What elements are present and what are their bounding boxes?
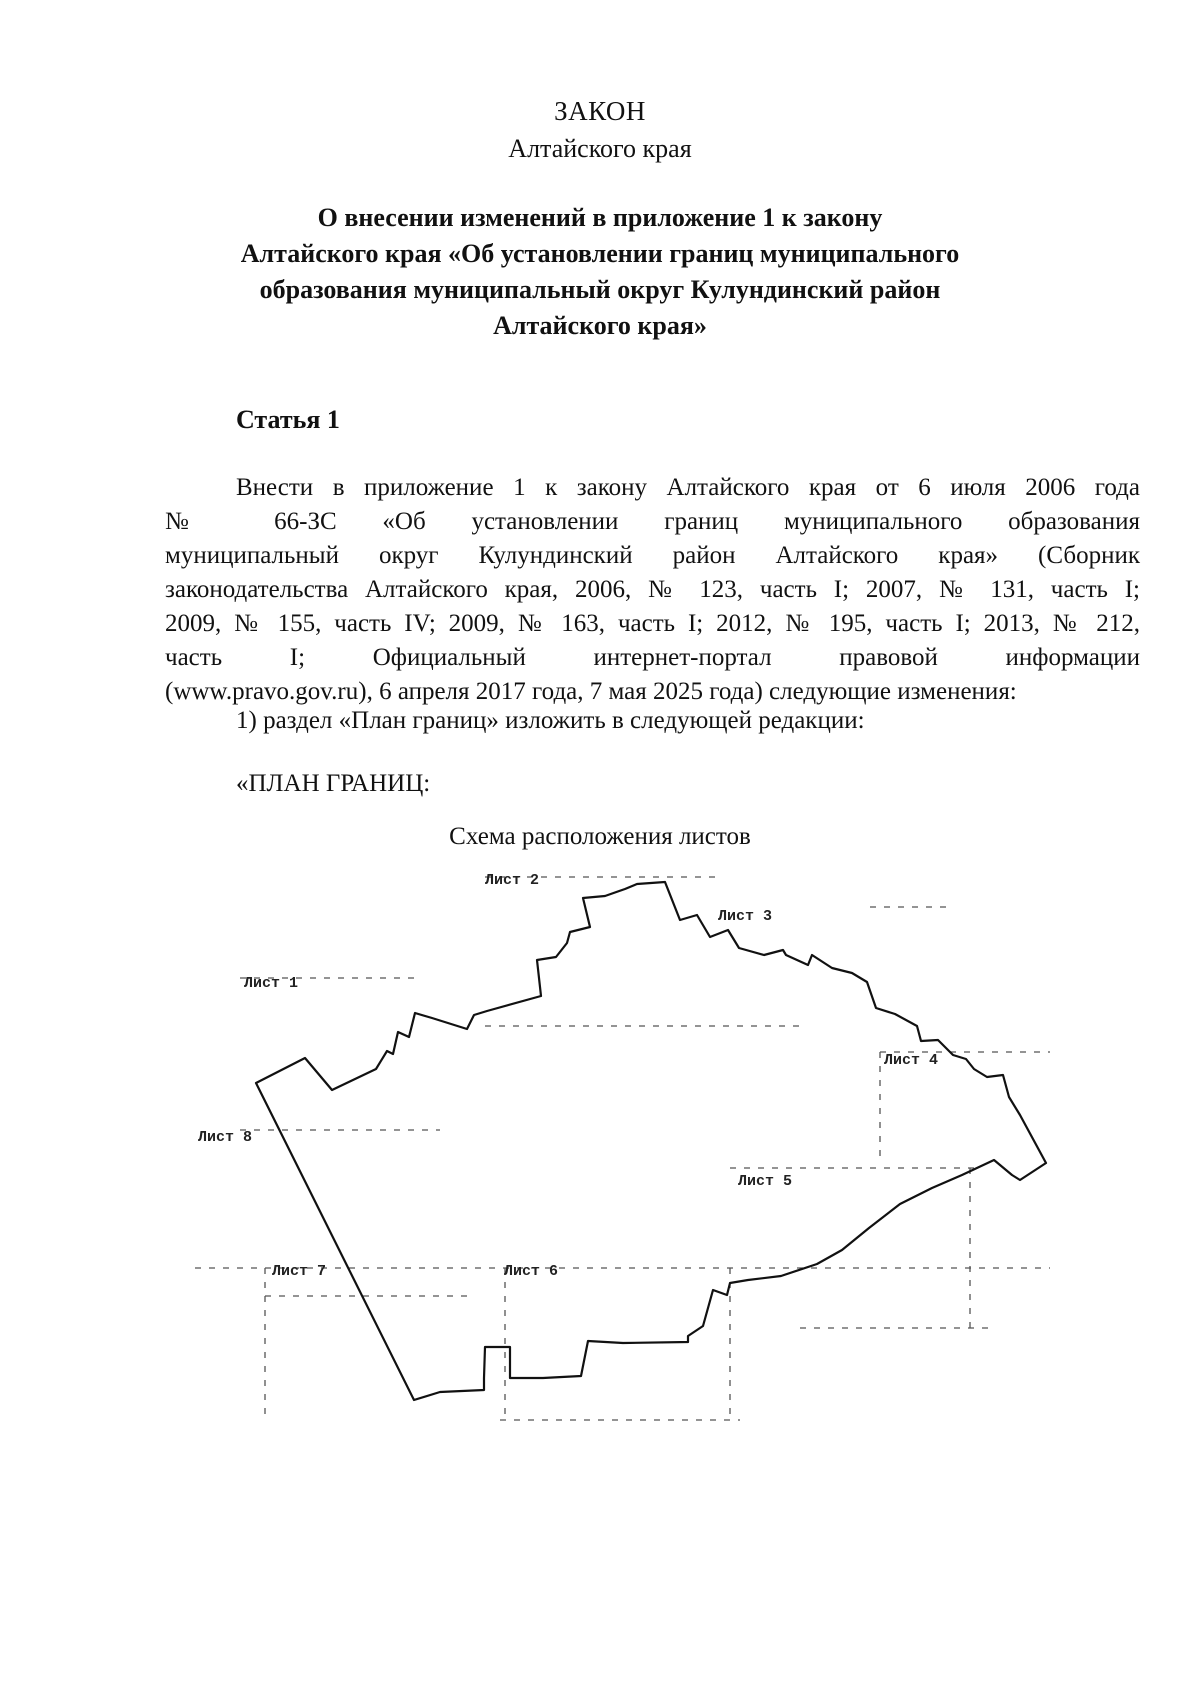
article-heading: Статья 1 [236, 405, 340, 434]
paragraph-line: Внести в приложение 1 к закону Алтайского края от 6 июля 2006 года [236, 474, 1140, 501]
law-subject-line: образования муниципальный округ Кулундинский район [259, 275, 941, 304]
sheet-label: Лист 5 [738, 1173, 793, 1190]
law-subject-line: О внесении изменений в приложение 1 к закону [317, 203, 883, 232]
amendment-item-1: 1) раздел «План границ» изложить в следующей редакции: [236, 707, 865, 734]
paragraph-line: 2009, № 155, часть IV; 2009, № 163, часть I; 2012, № 195, часть I; 2013, № 212, [165, 610, 1140, 637]
paragraph-line: муниципальный округ Кулундинский район Алтайского края» (Сборник [165, 542, 1140, 569]
paragraph-line: № 66-ЗС «Об установлении границ муниципального образования [165, 508, 1140, 535]
paragraph-line: часть I; Официальный интернет-портал правовой информации [165, 644, 1140, 671]
law-subject-line: Алтайского края» [493, 311, 707, 340]
plan-heading: «ПЛАН ГРАНИЦ: [236, 770, 431, 797]
sheet-frames [195, 877, 1050, 1420]
paragraph-line: (www.pravo.gov.ru), 6 апреля 2017 года, 7 мая 2025 года) следующие изменения: [165, 678, 1017, 705]
law-region: Алтайского края [508, 134, 692, 163]
sheet-label: Лист 7 [272, 1263, 327, 1280]
paragraph-line: законодательства Алтайского края, 2006, № 123, часть I; 2007, № 131, часть I; [165, 576, 1140, 603]
district-boundary [256, 882, 1046, 1400]
law-subject-line: Алтайского края «Об установлении границ муниципального [240, 239, 960, 268]
sheet-label: Лист 4 [884, 1052, 939, 1069]
sheet-label: Лист 1 [244, 975, 299, 992]
sheet-label: Лист 8 [198, 1129, 253, 1146]
law-title: ЗАКОН [554, 96, 646, 126]
sheet-label: Лист 3 [718, 908, 773, 925]
scheme-caption: Схема расположения листов [449, 823, 751, 850]
sheet-label: Лист 6 [504, 1263, 559, 1280]
sheet-label: Лист 2 [485, 872, 540, 889]
sheet-labels [198, 872, 938, 1280]
